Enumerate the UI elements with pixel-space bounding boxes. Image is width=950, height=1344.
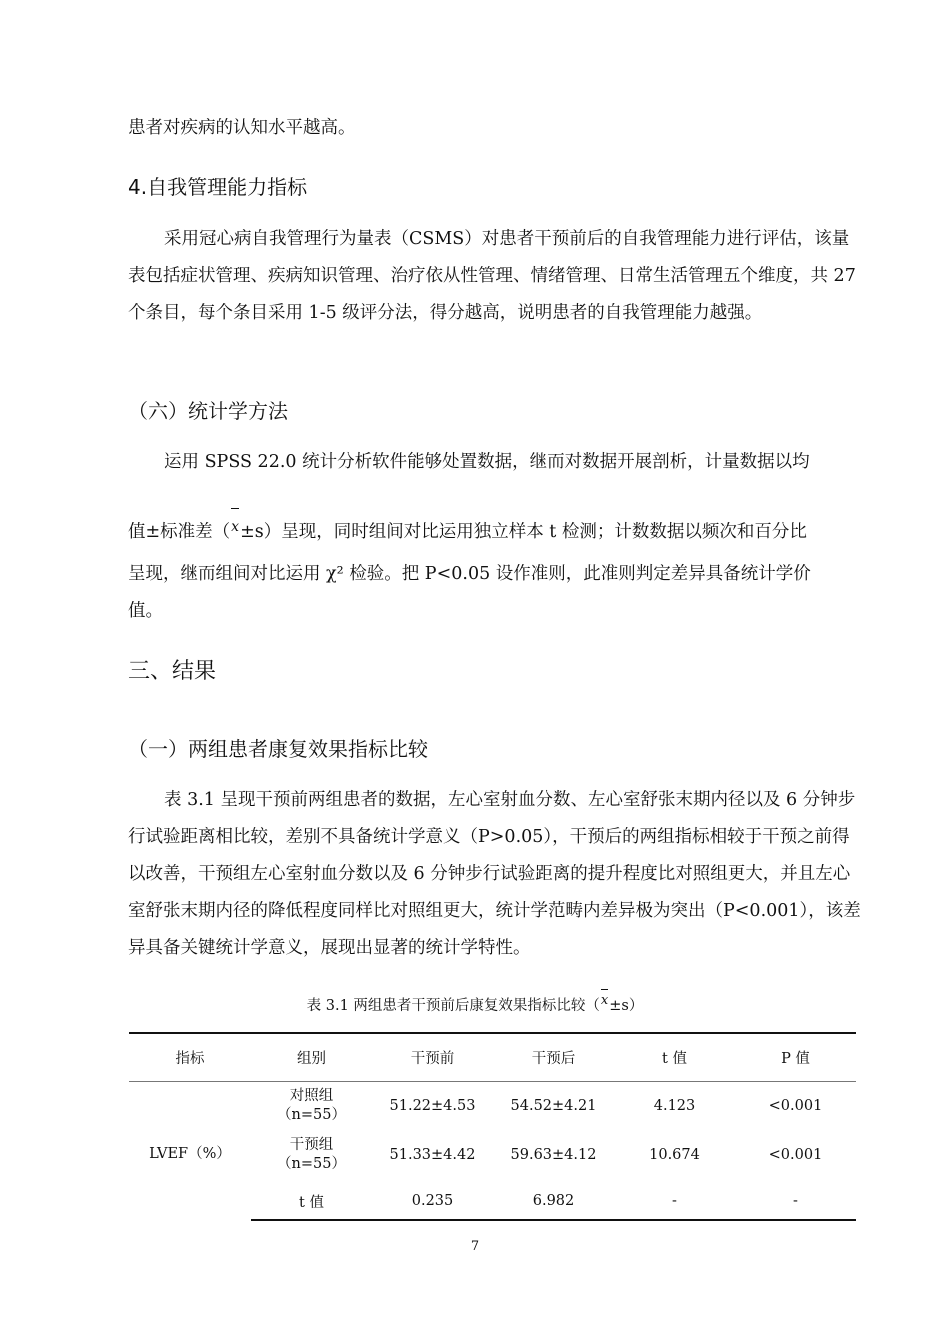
before-cell: 0.235 <box>411 1193 454 1209</box>
after-cell: 59.63±4.12 <box>510 1146 597 1163</box>
header-t-value: t 值 <box>614 1033 735 1081</box>
group-size: （n=55） <box>277 1155 346 1172</box>
group-cell: t 值 <box>299 1194 324 1211</box>
stats-line-1: 运用 SPSS 22.0 统计分析软件能够处置数据，继而对数据开展剖析，计量数据以均 <box>164 452 810 472</box>
t-cell: 10.674 <box>649 1146 700 1163</box>
group-cell <box>251 1130 372 1179</box>
p-cell: - <box>793 1193 798 1209</box>
t-cell: 4.123 <box>653 1097 696 1114</box>
p-cell: <0.001 <box>768 1097 823 1114</box>
table-header-row <box>129 1033 856 1081</box>
stats-line-4: 值。 <box>128 601 163 621</box>
table-caption-prefix: 表 3.1 两组患者干预前后康复效果指标比较（ <box>306 998 600 1014</box>
section-heading-self-management: 4.自我管理能力指标 <box>128 175 308 199</box>
header-indicator: 指标 <box>129 1033 251 1081</box>
table-row <box>129 1081 856 1130</box>
table-caption-suffix: ±s） <box>609 998 644 1014</box>
indicator-cell: LVEF（%） <box>149 1145 231 1162</box>
table-caption <box>0 990 950 1017</box>
after-cell: 54.52±4.21 <box>510 1097 597 1114</box>
caption-mean-symbol: x <box>600 990 609 1012</box>
t-cell: - <box>672 1193 677 1209</box>
header-group: 组别 <box>251 1033 372 1081</box>
group-name: 对照组 <box>289 1087 334 1104</box>
header-p-value: P 值 <box>735 1033 856 1081</box>
header-after: 干预后 <box>493 1033 614 1081</box>
p-cell: <0.001 <box>768 1146 823 1163</box>
results-paragraph: 表 3.1 呈现干预前两组患者的数据，左心室射血分数、左心室舒张末期内径以及 6 分钟步行试验距离相比较，差别不具备统计学意义（P>0.05），干预后的两组指标相较于干预之前得以改善，干预组左心室射血分数以及 6 分钟步行试验距离的提升程度比对照组更大，并且左心室舒张末期内径的降低程度同样比对照组更大，统计学范畴内差异极为突出（P<0.001），该差异具备关键统计学意义，展现出显著的统计学特性。 <box>128 790 861 958</box>
group-name: 干预组 <box>289 1136 334 1153</box>
intro-line: 患者对疾病的认知水平越高。 <box>128 118 356 138</box>
before-cell: 51.33±4.42 <box>389 1146 476 1163</box>
before-cell: 51.22±4.53 <box>389 1097 476 1114</box>
page-number: 7 <box>470 1239 480 1254</box>
after-cell: 6.982 <box>532 1193 575 1209</box>
results-table <box>129 1032 856 1223</box>
section4-paragraph: 采用冠心病自我管理行为量表（CSMS）对患者干预前后的自我管理能力进行评估，该量表包括症状管理、疾病知识管理、治疗依从性管理、情绪管理、日常生活管理五个维度，共 27 个条目，每个条目采用 1-5 级评分法，得分越高，说明患者的自我管理能力越强。 <box>128 229 856 323</box>
mean-symbol: x <box>230 509 240 546</box>
group-size: （n=55） <box>277 1106 346 1123</box>
stats-line-2-suffix: ±s）呈现，同时组间对比运用独立样本 t 检测；计数数据以频次和百分比 <box>240 522 807 542</box>
stats-line-2 <box>128 509 864 551</box>
results-subheading: （一）两组患者康复效果指标比较 <box>128 737 428 761</box>
header-before: 干预前 <box>372 1033 493 1081</box>
section-heading-statistics: （六）统计学方法 <box>128 399 288 423</box>
table-bottom-rule <box>251 1219 856 1221</box>
results-heading: 三、结果 <box>128 659 217 684</box>
stats-line-3: 呈现，继而组间对比运用 χ² 检验。把 P<0.05 设作准则，此准则判定差异具备统计学价 <box>128 564 811 584</box>
group-cell <box>251 1081 372 1130</box>
stats-line-2-prefix: 值±标准差（ <box>128 522 231 542</box>
